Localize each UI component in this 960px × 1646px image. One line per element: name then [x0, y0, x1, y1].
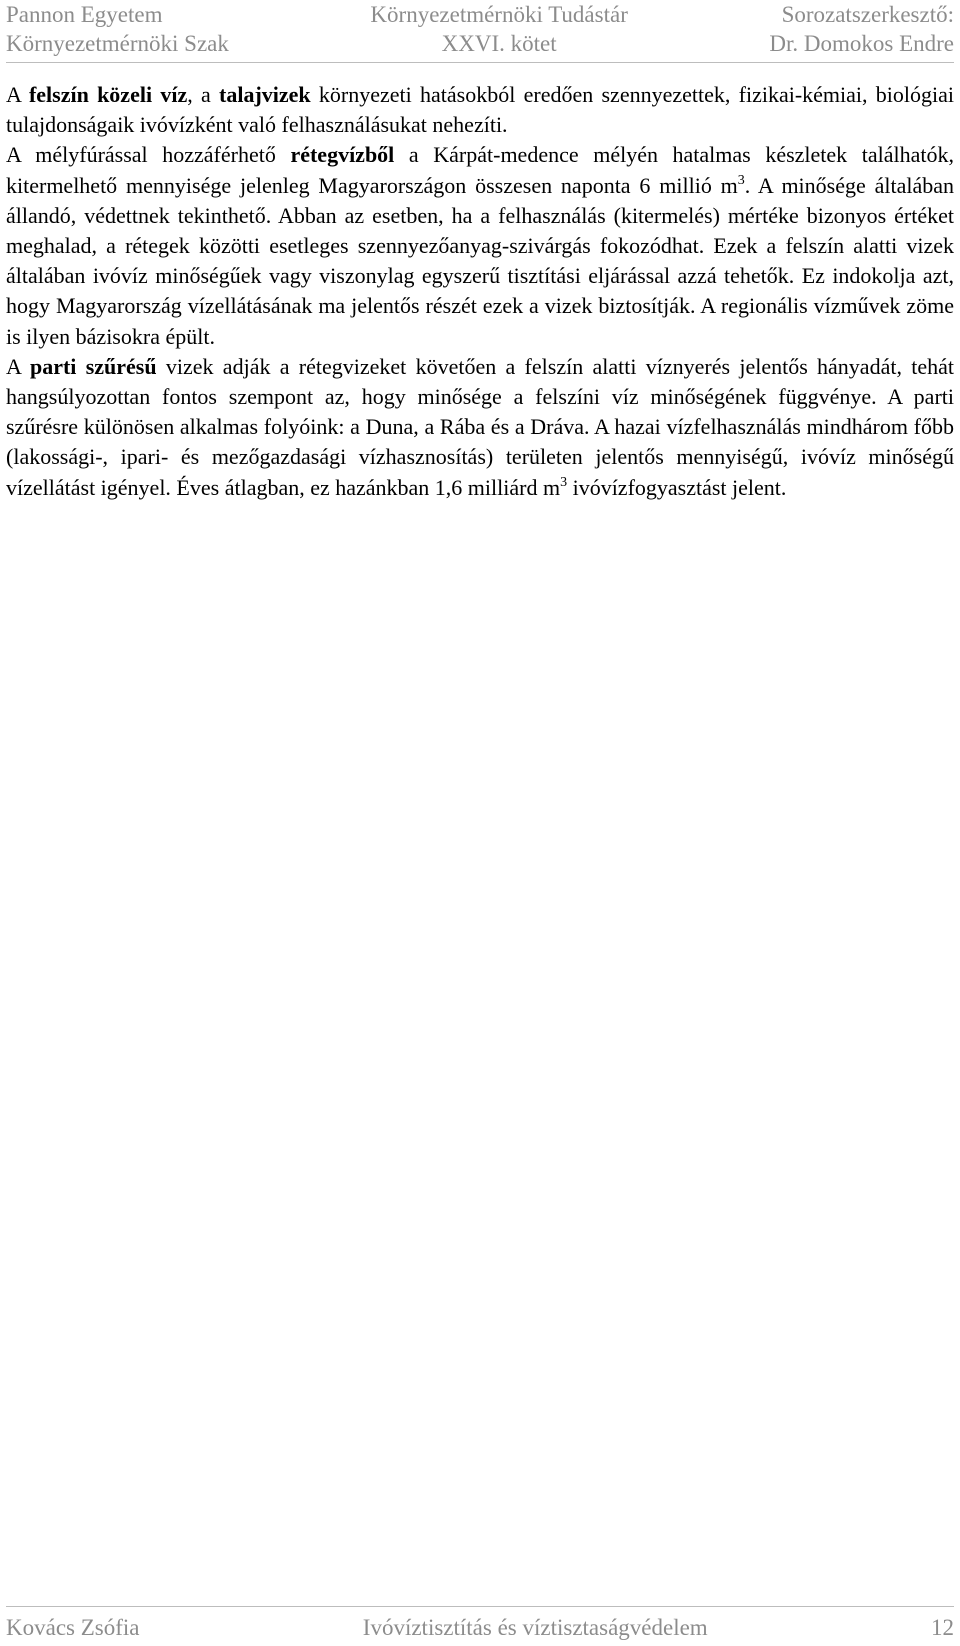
- text-run: a Kárpát-medence mélyén hatalmas készletek találhatók, kitermelhető mennyisége jelenleg Magyarországon összesen naponta 6 millió m: [6, 142, 955, 198]
- text-run: vizek adják a rétegvizeket követően a felszín alatti víznyerés jelentős hányadát, tehát hangsúlyozottan fontos szempont az, hogy minősége a felszíni víz minőségének függvénye. A parti szűrésre különösen alkalmas folyóink: a Duna, a Rába és a Dráva. A hazai vízfelhasználás mindhárom főbb (lakossági-, ipari- és mezőgazdasági vízhasznosítás) területen jelentős mennyiségű, ivóvíz minőségű vízellátást igényel. Éves átlagban, ez hazánkban 1,6 milliárd m: [6, 353, 954, 500]
- text-run: , a: [187, 82, 220, 107]
- paragraph-bank-filtration: [6, 352, 954, 503]
- paragraph-layer-water: [6, 140, 954, 351]
- header-editor: [769, 0, 954, 70]
- footer-divider: [6, 1606, 954, 1607]
- text-run: környezeti hatásokból eredően szennyezettek, fizikai-kémiai, biológiai tulajdonságaik ivóvízként való felhasználásukat nehezíti.: [6, 82, 954, 138]
- text-run: ivóvízfogyasztást jelent.: [567, 474, 787, 500]
- header-institution: [6, 0, 229, 70]
- header-series: [370, 0, 627, 70]
- text-run: A: [6, 82, 29, 107]
- footer-title: Ivóvíztisztítás és víztisztaságvédelem: [362, 1615, 708, 1640]
- text-run: A mélyfúrással hozzáférhető: [6, 142, 291, 168]
- bold-term: parti szűrésű: [29, 353, 157, 379]
- footer-author: Kovács Zsófia: [6, 1615, 140, 1640]
- header-university: Pannon Egyetem: [6, 2, 163, 27]
- header-divider: [6, 62, 954, 63]
- text-run: A: [6, 353, 30, 379]
- header-editor-name: Dr. Domokos Endre: [769, 31, 954, 56]
- bold-term: felszín közeli víz: [28, 82, 188, 107]
- footer-page-number: 12: [930, 1615, 954, 1640]
- superscript: 3: [737, 172, 745, 188]
- header-editor-label: Sorozatszerkesztő:: [781, 2, 954, 27]
- header-series-title: Környezetmérnöki Tudástár: [370, 2, 628, 27]
- text-run: . A minősége általában állandó, védettnek tekinthető. Abban az esetben, ha a felhasználás (kitermelés) mértéke bizonyos értéket meghalad, a rétegek közötti esetleges szennyezőanyag-szivárgás fokozódhat. Ezek a felszín alatti vizek általában ivóvíz minőségűek vagy viszonylag egyszerű tisztítási eljárással azzá tehetők. Ez indokolja azt, hogy Magyarország vízellátásának ma jelentős részét ezek a vizek biztosítják. A regionális vízművek zöme is ilyen bázisokra épült.: [6, 172, 955, 349]
- header-volume: XXVI. kötet: [441, 31, 557, 56]
- superscript: 3: [560, 474, 568, 490]
- bold-term: talajvizek: [219, 82, 311, 107]
- paragraph-surface-water: [6, 80, 954, 140]
- page-header: [6, 0, 954, 70]
- bold-term: rétegvízből: [290, 142, 395, 168]
- page-footer: [6, 1613, 954, 1642]
- header-program: Környezetmérnöki Szak: [6, 31, 229, 56]
- page-body: [6, 80, 954, 503]
